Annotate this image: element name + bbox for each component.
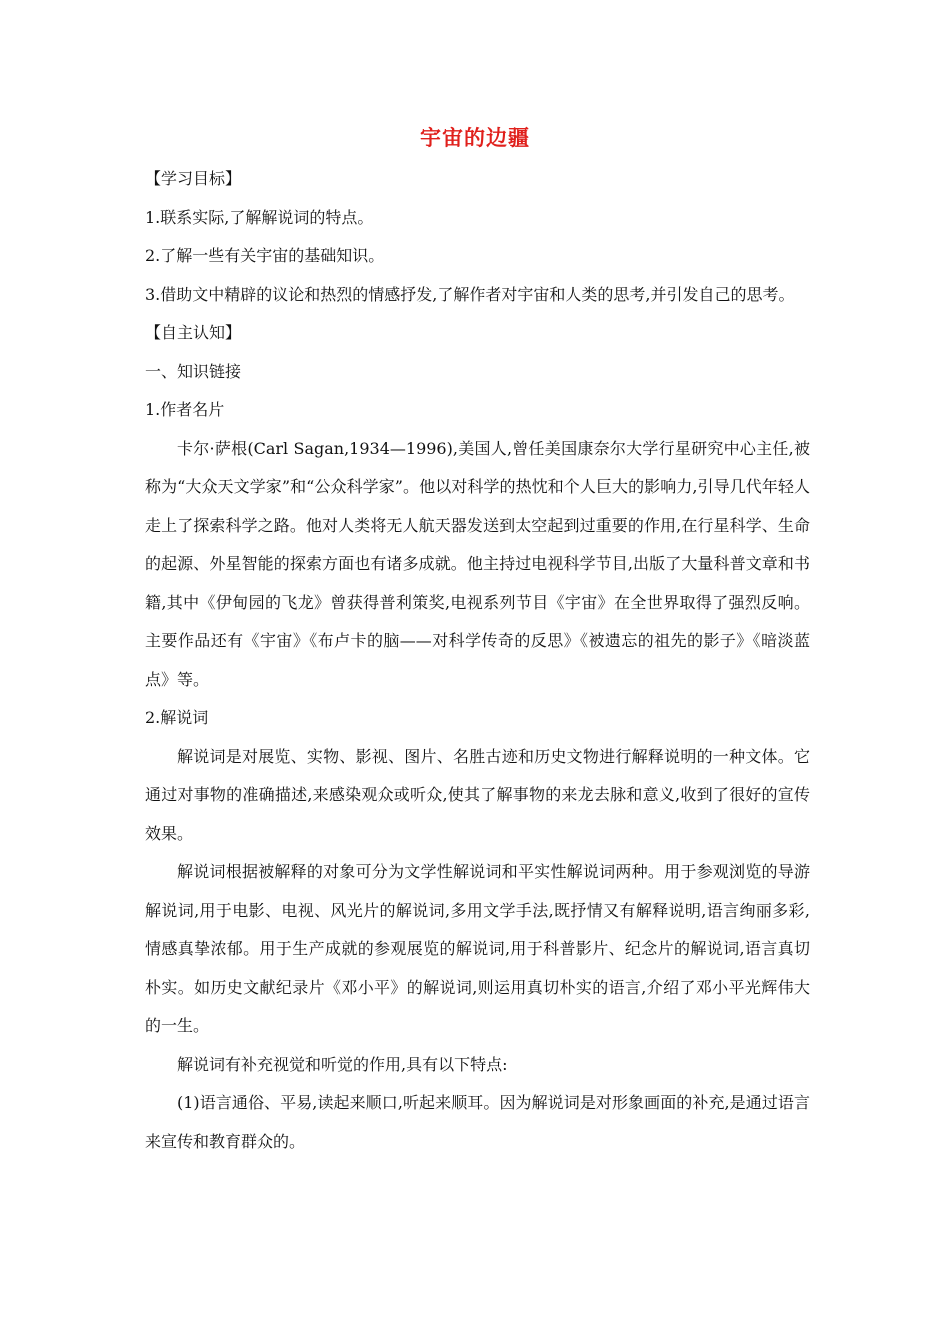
section-header-self-study: 【自主认知】 [145,323,242,342]
commentary-definition-paragraph: 解说词是对展览、实物、影视、图片、名胜古迹和历史文物进行解释说明的一种文体。它通过对事物的准确描述,来感染观众或听众,使其了解事物的来龙去脉和意义,收到了很好的宣传效果。 [145,746,810,843]
goal-item-1: 1.联系实际,了解解说词的特点。 [145,207,374,227]
author-paragraph: 卡尔·萨根(Carl Sagan,1934—1996),美国人,曾任美国康奈尔大学行星研究中心主任,被称为“大众天文学家”和“公众科学家”。他以对科学的热忱和个人巨大的影响力,引导几代年轻人走上了探索科学之路。他对人类将无人航天器发送到太空起到过重要的作用,在行星科学、生命的起源、外星智能的探索方面也有诸多成就。他主持过电视科学节目,出版了大量科普文章和书籍,其中《伊甸园的飞龙》曾获得普利策奖,电视系列节目《宇宙》在全世界取得了强烈反响。主要作品还有《宇宙》《布卢卡的脑——对科学传奇的反思》《被遗忘的祖先的影子》《暗淡蓝点》等。 [145,438,810,689]
document-title: 宇宙的边疆 [420,125,530,150]
goal-item-2: 2.了解一些有关宇宙的基础知识。 [145,246,385,265]
item-commentary: 2.解说词 [145,708,209,727]
document-body [145,160,810,1161]
section-header-learning-goals: 【学习目标】 [145,169,242,188]
feature-1-paragraph: (1)语言通俗、平易,读起来顺口,听起来顺耳。因为解说词是对形象画面的补充,是通过语言来宣传和教育群众的。 [145,1093,810,1151]
goal-item-3: 3.借助文中精辟的议论和热烈的情感抒发,了解作者对宇宙和人类的思考,并引发自己的思考。 [145,284,795,304]
item-author-card: 1.作者名片 [145,400,225,419]
commentary-types-paragraph: 解说词根据被解释的对象可分为文学性解说词和平实性解说词两种。用于参观浏览的导游解说词,用于电影、电视、风光片的解说词,多用文学手法,既抒情又有解释说明,语言绚丽多彩,情感真挚浓郁。用于生产成就的参观展览的解说词,用于科普影片、纪念片的解说词,语言真切朴实。如历史文献纪录片《邓小平》的解说词,则运用真切朴实的语言,介绍了邓小平光辉伟大的一生。 [145,862,810,1035]
commentary-features-paragraph: 解说词有补充视觉和听觉的作用,具有以下特点: [177,1054,508,1074]
subsection-knowledge-link: 一、知识链接 [145,361,242,381]
